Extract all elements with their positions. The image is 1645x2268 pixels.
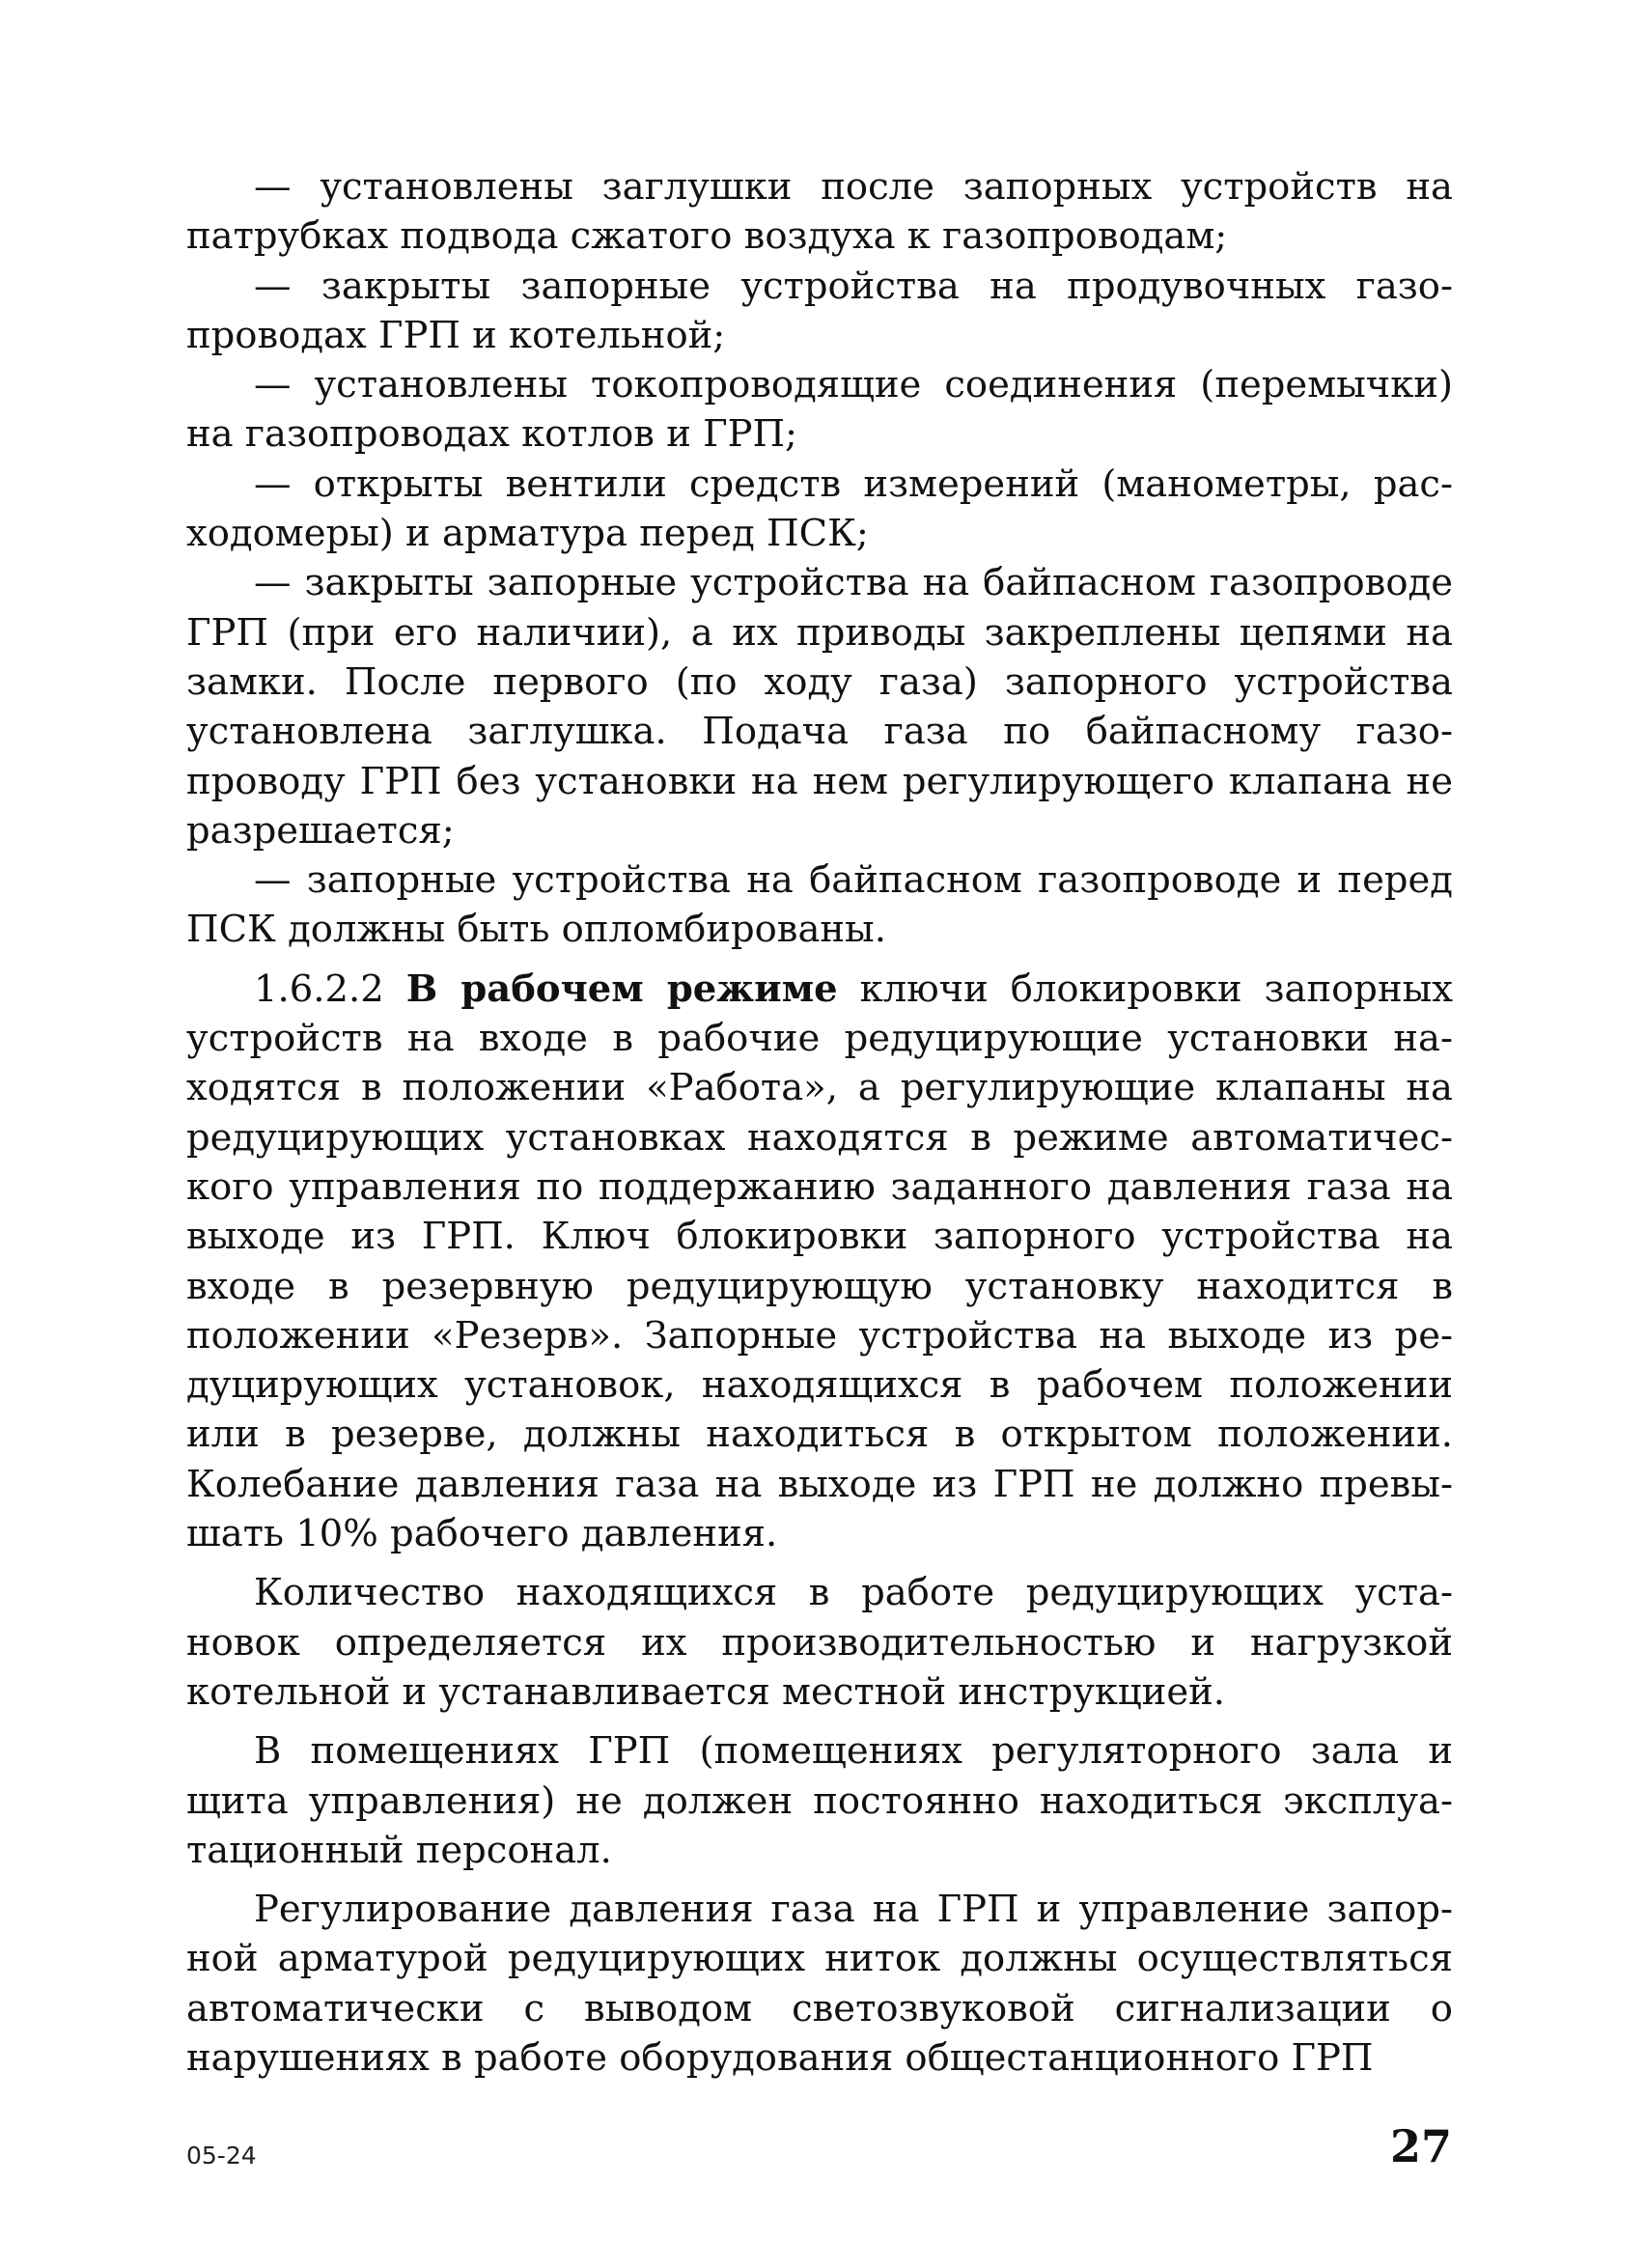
section-number: 1.6.2.2 — [254, 966, 384, 1011]
bold-phrase: В рабочем режиме — [405, 966, 838, 1011]
footer-code: 05-24 — [186, 2142, 257, 2170]
paragraph-10: Регулирование давления газа на ГРП и управление запорной арматурой редуцирующих ниток должны осуществляться автоматически с выводом светозвуковой сигнализации о нарушениях в работе оборудования общестанционного ГРП — [186, 1888, 1453, 2080]
paragraph-8: Количество находящихся в работе редуцирующих установок определяется их производительностью и нагрузкой котельной и устанавливается местной инструкцией. — [186, 1571, 1453, 1714]
paragraph-6: — запорные устройства на байпасном газопроводе и перед ПСК должны быть опломбированы. — [186, 858, 1453, 952]
page-number: 27 — [1389, 2120, 1452, 2172]
paragraph-5: — закрыты запорные устройства на байпасном газопроводе ГРП (при его наличии), а их приводы закреплены цепями на замки. После первого (по ходу газа) запорного устройства установлена заглушка. Подача газа по байпасному газопроводу ГРП без установки на нем регулирующего клапана не разрешается; — [186, 561, 1453, 853]
paragraph-1: — установлены заглушки после запорных устройств на патрубках подвода сжатого воздуха к газопроводам; — [186, 165, 1453, 259]
document-body — [186, 162, 1453, 2083]
paragraph-7 — [186, 965, 1453, 1559]
paragraph-9: В помещениях ГРП (помещениях регуляторного зала и щита управления) не должен постоянно находиться эксплуатационный персонал. — [186, 1729, 1453, 1872]
paragraph-7-text: ключи блокировки запорных устройств на входе в рабочие редуцирующие установки находятся в положении «Работа», а регулирующие клапаны на редуцирующих установках находятся в режиме автоматического управления по поддержанию заданного давления газа на выходе из ГРП. Ключ блокировки запорного устройства на входе в резервную редуцирующую установку находится в положении «Резерв». Запорные устройства на выходе из редуцирующих установок, находящихся в рабочем положении или в резерве, должны находиться в открытом положении. Колебание давления газа на выходе из ГРП не должно превышать 10% рабочего давления. — [186, 966, 1453, 1556]
paragraph-2: — закрыты запорные устройства на продувочных газопроводах ГРП и котельной; — [186, 264, 1453, 357]
paragraph-4: — открыты вентили средств измерений (манометры, расходомеры) и арматура перед ПСК; — [186, 462, 1453, 556]
paragraph-3: — установлены токопроводящие соединения (перемычки) на газопроводах котлов и ГРП; — [186, 363, 1453, 457]
